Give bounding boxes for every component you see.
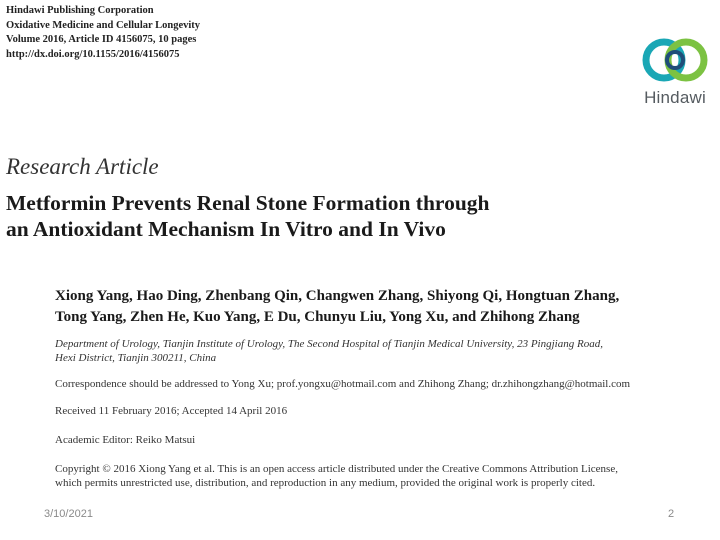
affiliation-line: Hexi District, Tianjin 300211, China xyxy=(55,352,217,364)
page-number: 2 xyxy=(668,508,675,520)
title-line: an Antioxidant Mechanism In Vitro and In Vivo xyxy=(6,217,446,241)
doi-link[interactable]: http://dx.doi.org/10.1155/2016/4156075 xyxy=(6,48,180,60)
author-line: Xiong Yang, Hao Ding, Zhenbang Qin, Changwen Zhang, Shiyong Qi, Hongtuan Zhang, xyxy=(55,288,620,304)
received-accepted-dates: Received 11 February 2016; Accepted 14 April 2016 xyxy=(55,405,288,417)
academic-editor: Academic Editor: Reiko Matsui xyxy=(55,434,196,446)
author-line: Tong Yang, Zhen He, Kuo Yang, E Du, Chunyu Liu, Yong Xu, and Zhihong Zhang xyxy=(55,309,580,325)
hindawi-rings-icon xyxy=(636,32,714,88)
publication-header xyxy=(6,4,200,62)
copyright-line: which permits unrestricted use, distribution, and reproduction in any medium, provided the original work is properly cited. xyxy=(55,477,596,489)
correspondence: Correspondence should be addressed to Yong Xu; prof.yongxu@hotmail.com and Zhihong Zhang; dr.zhihongzhang@hotmail.com xyxy=(55,378,631,390)
affiliation xyxy=(55,337,603,365)
hindawi-logo xyxy=(636,32,714,108)
copyright-line: Copyright © 2016 Xiong Yang et al. This is an open access article distributed under the Creative Commons Attribution License, xyxy=(55,463,618,475)
copyright-notice xyxy=(55,462,618,490)
affiliation-line: Department of Urology, Tianjin Institute of Urology, The Second Hospital of Tianjin Medical University, 23 Pingjiang Road, xyxy=(55,338,603,350)
volume-info: Volume 2016, Article ID 4156075, 10 pages xyxy=(6,34,197,45)
article-type: Research Article xyxy=(6,154,159,179)
footer-date: 3/10/2021 xyxy=(44,508,93,520)
publisher-name: Hindawi Publishing Corporation xyxy=(6,5,154,16)
hindawi-logo-text: Hindawi xyxy=(644,88,706,107)
article-title xyxy=(6,190,490,242)
author-list xyxy=(55,286,619,328)
journal-name: Oxidative Medicine and Cellular Longevity xyxy=(6,19,201,31)
title-line: Metformin Prevents Renal Stone Formation through xyxy=(6,191,490,215)
